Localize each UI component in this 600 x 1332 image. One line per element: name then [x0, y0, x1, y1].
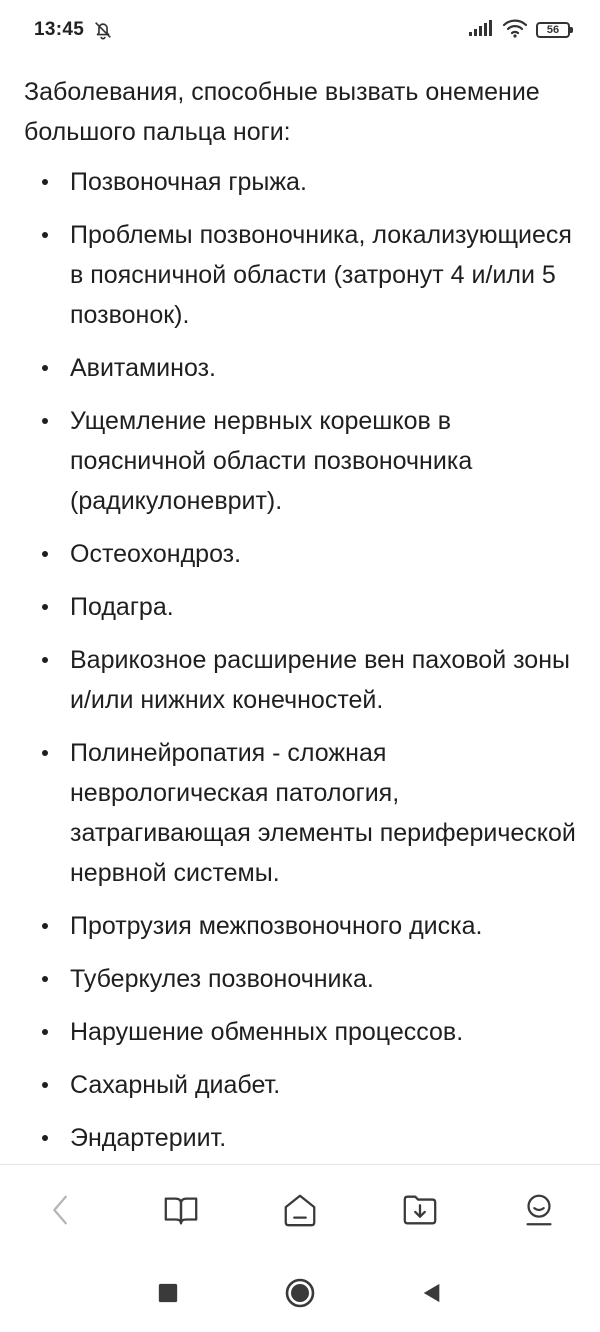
list-item [24, 162, 576, 202]
bullet-icon [42, 232, 48, 238]
status-time: 13:45 [34, 19, 85, 40]
article-intro: Заболевания, способные вызвать онемение большого пальца ноги: [24, 78, 540, 146]
battery-level: 56 [546, 24, 560, 36]
bullet-icon [42, 604, 48, 610]
list-item-text: Авитаминоз. [70, 354, 216, 382]
list-item [24, 348, 576, 388]
list-item-text: Проблемы позвоночника, локализующиеся в поясничной области (затронут 4 и/или 5 позвонок). [70, 221, 572, 329]
bullet-icon [42, 923, 48, 929]
list-item [24, 733, 576, 893]
bullet-icon [42, 657, 48, 663]
back-arrow-icon [42, 1191, 80, 1229]
list-item-text: Ущемление нервных корешков в поясничной области позвоночника (радикулоневрит). [70, 407, 473, 515]
disease-list [24, 162, 576, 1158]
system-back-button[interactable] [412, 1273, 452, 1313]
system-home-button[interactable] [280, 1273, 320, 1313]
list-item-text: Сахарный диабет. [70, 1071, 281, 1099]
list-item [24, 906, 576, 946]
circle-home-icon [284, 1277, 316, 1309]
square-recents-icon [157, 1282, 179, 1304]
profile-button[interactable] [518, 1189, 560, 1231]
bullet-icon [42, 976, 48, 982]
list-item-text: Полинейропатия - сложная неврологическая патология, затрагивающая элементы периферической нервной системы. [70, 739, 576, 887]
list-item-text: Туберкулез позвоночника. [70, 965, 374, 993]
list-item-text: Подагра. [70, 593, 174, 621]
status-icons [468, 18, 570, 43]
bullet-icon [42, 551, 48, 557]
system-nav [0, 1254, 600, 1332]
list-item [24, 1065, 576, 1105]
list-item [24, 1012, 576, 1052]
bullet-icon [42, 750, 48, 756]
list-item-text: Эндартериит. [70, 1124, 227, 1152]
battery-icon [536, 22, 570, 38]
bell-muted-icon [92, 19, 114, 41]
list-item-text: Остеохондроз. [70, 540, 242, 568]
list-item-text: Протрузия межпозвоночного диска. [70, 912, 483, 940]
home-button[interactable] [279, 1189, 321, 1231]
article-content [0, 68, 600, 1171]
list-item [24, 640, 576, 720]
list-item [24, 959, 576, 999]
downloads-button[interactable] [399, 1189, 441, 1231]
list-item [24, 215, 576, 335]
home-icon [281, 1191, 319, 1229]
list-item [24, 534, 576, 574]
list-item [24, 587, 576, 627]
list-item-text: Варикозное расширение вен паховой зоны и/или нижних конечностей. [70, 646, 570, 714]
signal-icon [468, 19, 494, 42]
bottom-nav [0, 1164, 600, 1254]
bookmarks-button[interactable] [160, 1189, 202, 1231]
list-item-text: Позвоночная грыжа. [70, 168, 307, 196]
bullet-icon [42, 179, 48, 185]
bullet-icon [42, 418, 48, 424]
list-item-text: Нарушение обменных процессов. [70, 1018, 464, 1046]
back-button[interactable] [40, 1189, 82, 1231]
list-item [24, 401, 576, 521]
triangle-back-icon [421, 1282, 443, 1304]
book-icon [162, 1191, 200, 1229]
bullet-icon [42, 1029, 48, 1035]
recents-button[interactable] [148, 1273, 188, 1313]
bullet-icon [42, 1082, 48, 1088]
bullet-icon [42, 365, 48, 371]
status-bar [0, 0, 600, 60]
download-folder-icon [401, 1191, 439, 1229]
list-item [24, 1118, 576, 1158]
profile-icon [520, 1191, 558, 1229]
bullet-icon [42, 1135, 48, 1141]
wifi-icon [502, 18, 528, 43]
